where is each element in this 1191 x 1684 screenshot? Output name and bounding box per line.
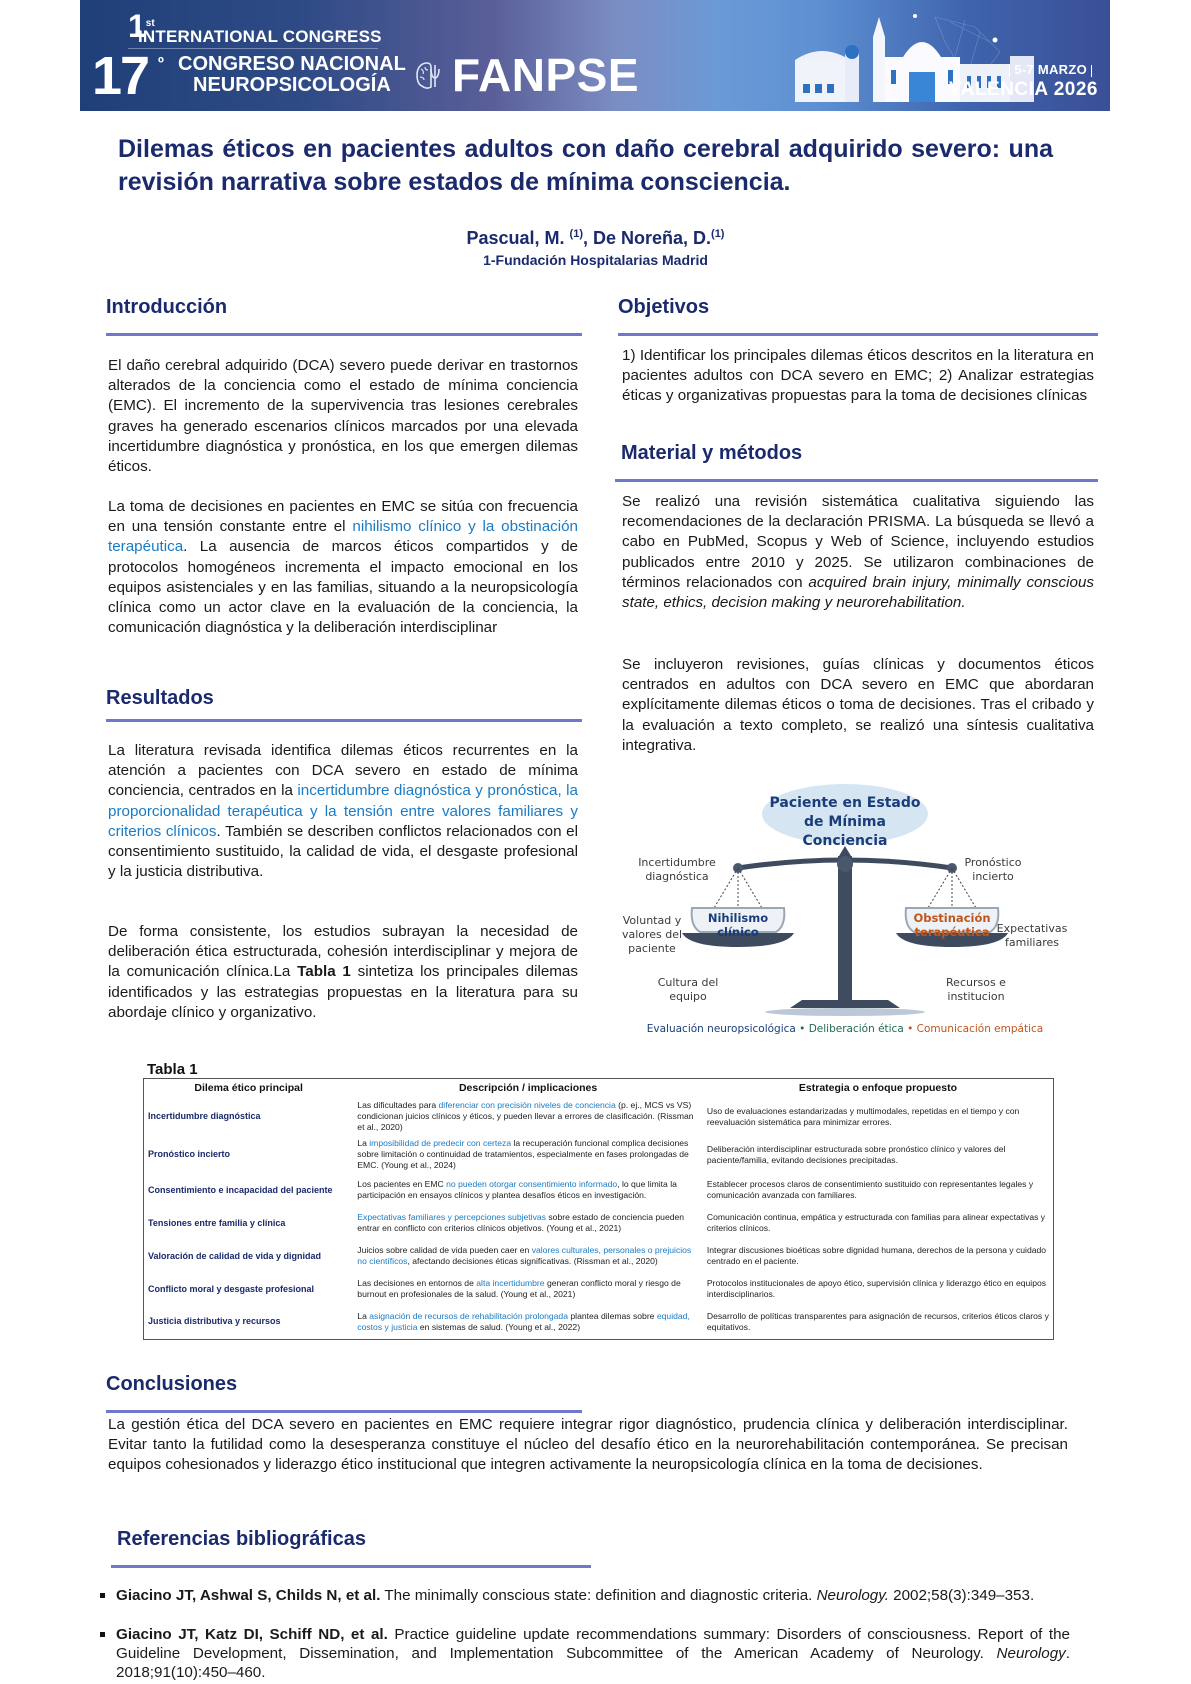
center-label: Paciente en Estado de Mínima Conciencia	[769, 795, 921, 849]
section-rule	[615, 479, 1098, 482]
table-cell-dilema: Valoración de calidad de vida y dignidad	[148, 1250, 322, 1261]
reference-item: Giacino JT, Ashwal S, Childs N, et al. The minimally conscious state: definition and diagnostic criteria. Neurology. 2002;58(3):349–353.	[100, 1586, 1070, 1605]
metodos-paragraph-2: Se incluyeron revisiones, guías clínicas y documentos éticos centrados en adultos con DCA severo en EMC que abordaran explícitamente dilemas éticos o toma de decisiones. Tras el cribado y la evaluación a texto completo, se realizó una síntesis cualitativa integrativa.	[622, 656, 1094, 754]
objetivos-paragraph: 1) Identificar los principales dilemas éticos descritos en la literatura en pacientes adultos con DCA severo en EMC; 2) Analizar estrategias éticas y organizativas propuestas para la toma de decisiones clínicas	[622, 347, 1094, 405]
poster-title: Dilemas éticos en pacientes adultos con daño cerebral adquirido severo: una revisión narrativa sobre estados de mínima consciencia.	[118, 135, 1053, 196]
table-cell-descripcion: Las dificultades para diferenciar con precisión niveles de conciencia (p. ej., MCS vs VS) condicionan juicios clínicos y éticos, y pueden llevar a errores de clasificación. (Rissman et al., 2020)	[357, 1100, 694, 1132]
banner-divider	[128, 48, 378, 49]
banner-edition-number: 17	[92, 46, 149, 106]
table-row	[144, 1098, 1054, 1136]
ethics-balance-figure	[621, 780, 1068, 1045]
table-cell-dilema: Incertidumbre diagnóstica	[148, 1111, 261, 1121]
authors: Pascual, M. $^{(1)}$, De Noreña, D.$^{(1)}$	[466, 228, 725, 248]
table-cell-estrategia: Deliberación interdisciplinar estructurada sobre pronóstico clínico y valores del paciente/familia, evitando decisiones precipitadas.	[706, 1143, 1006, 1165]
resultados-paragraph-1: La literatura revisada identifica dilemas éticos recurrentes en la atención a pacientes con DCA severo en estado de mínima conciencia, centrados en la incertidumbre diagnóstica y pronóstica, la proporcionalidad terapéutica y la tensión entre valores familiares y criterios clínicos. También se describen conflictos relacionados con el consentimiento sustituido, la calidad de vida, el desgaste profesional y la justicia distributiva.	[108, 742, 579, 881]
table-cell-dilema: Pronóstico incierto	[148, 1149, 231, 1159]
label-incertidumbre: Incertidumbre diagnóstica	[638, 856, 716, 883]
label-pronostico: Pronóstico incierto	[964, 856, 1022, 883]
label-expectativas: Expectativas familiares	[996, 922, 1068, 949]
banner-edition-degree: º	[158, 55, 164, 72]
section-rule	[106, 333, 582, 336]
heading-metodos: Material y métodos	[621, 442, 803, 464]
conclusiones-paragraph: La gestión ética del DCA severo en pacientes en EMC requiere integrar rigor diagnóstico, prudencia clínica y deliberación interdisciplinar. Evitar tanto la futilidad como la desesperanza constituye el núcleo del desafío ético en la neurorehabilitación contemporánea. Se precisan equipos cohesionados y liderazgo ético institucional que integren activamente la neuropsicología clínica en la toma de decisiones.	[108, 1416, 1068, 1474]
bullet-icon	[100, 1632, 105, 1637]
table-cell-dilema: Consentimiento e incapacidad del paciente	[148, 1184, 333, 1195]
table-cell-descripcion: Los pacientes en EMC no pueden otorgar consentimiento informado, lo que limita la participación en ensayos clínicos y plantea desafíos éticos en investigación.	[357, 1179, 677, 1200]
banner-org-name: FANPSE	[452, 49, 640, 101]
heading-conclusiones: Conclusiones	[106, 1373, 238, 1395]
table-row	[144, 1306, 1054, 1339]
table-cell-estrategia: Uso de evaluaciones estandarizadas y multimodales, repetidas en el tiempo y con reevaluación sistemática para minimizar errores.	[706, 1105, 1020, 1127]
banner-dates: 5-7 MARZO	[1005, 62, 1096, 77]
dilemmas-table	[143, 1078, 1054, 1340]
table-cell-descripcion: Juicios sobre calidad de vida pueden caer en valores culturales, personales o prejuicios no científicos, afectando decisiones éticas significativas. (Rissman et al., 2020)	[357, 1245, 692, 1266]
banner-international: INTERNATIONAL CONGRESS	[138, 27, 382, 46]
resultados-paragraph-2: De forma consistente, los estudios subrayan la necesidad de deliberación ética estructurada, cohesión interdisciplinar y mejora de la comunicación clínica.La Tabla 1 sintetiza los principales dilemas identificados y las estrategias propuestas en la literatura para su abordaje clínico y organizativo.	[108, 923, 578, 1021]
section-rule	[106, 1410, 582, 1413]
table-header-row	[144, 1079, 1054, 1099]
section-rule	[111, 1565, 591, 1568]
affiliation: 1-Fundación Hospitalarias Madrid	[483, 252, 708, 268]
metodos-paragraph-1: Se realizó una revisión sistemática cualitativa siguiendo las recomendaciones de la declaración PRISMA. La búsqueda se llevó a cabo en PubMed, Scopus y Web of Science, incluyendo estudios publicados entre 2010 y 2025. Se utilizaron combinaciones de términos relacionados con acquired brain injury, minimally conscious state, ethics, decision making y neurorehabilitation.	[622, 493, 1094, 612]
table-row	[144, 1136, 1054, 1174]
table-cell-estrategia: Integrar discusiones bioéticas sobre dignidad humana, derechos de la persona y cuidado centrado en el paciente.	[706, 1245, 1047, 1266]
table-cell-estrategia: Desarrollo de políticas transparentes para asignación de recursos, criterios éticos claros y equitativos.	[706, 1310, 1049, 1332]
table-cell-estrategia: Protocolos institucionales de apoyo ético, supervisión clínica y liderazgo ético en equipos interdisciplinarios.	[706, 1278, 1047, 1299]
section-rule	[106, 719, 582, 722]
figure-caption: Evaluación neuropsicológica • Deliberación ética • Comunicación empática	[646, 1023, 1044, 1035]
table-row	[144, 1207, 1054, 1240]
table-row	[144, 1240, 1054, 1273]
heading-resultados: Resultados	[106, 687, 214, 709]
section-rule	[618, 333, 1098, 336]
table-cell-descripcion: La imposibilidad de predecir con certeza la recuperación funcional complica decisiones sobre limitación o continuidad de tratamientos, especialmente en fases prolongadas de EMC. (Young et al., 2024)	[357, 1138, 689, 1170]
heading-introduccion: Introducción	[106, 296, 228, 318]
banner-congress-name	[178, 54, 406, 96]
highlight-text: incertidumbre diagnóstica y pronóstica, la proporcionalidad terapéutica y la tensión entre valores familiares y criterios clínicos	[108, 782, 578, 840]
bullet-icon	[100, 1593, 105, 1598]
table-title: Tabla 1	[147, 1061, 198, 1078]
right-pan-label: Obstinación terapéutica	[913, 911, 991, 939]
table-cell-descripcion: La asignación de recursos de rehabilitación prolongada plantea dilemas sobre equidad, costos y justicia en sistemas de salud. (Young et al., 2022)	[357, 1310, 690, 1332]
heading-referencias: Referencias bibliográficas	[117, 1528, 366, 1550]
banner-ordinal: 1st	[128, 8, 155, 44]
heading-objetivos: Objetivos	[618, 296, 710, 318]
intro-paragraph-2: La toma de decisiones en pacientes en EMC se sitúa con frecuencia en una tensión constante entre el nihilismo clínico y la obstinación terapéutica. La ausencia de marcos éticos compartidos y de protocolos homogéneos incrementa el impacto emocional en los equipos asistenciales y en las familias, situando a la neuropsicología clínica como un actor clave en la evaluación de la conciencia, la comunicación diagnóstica y la deliberación interdisciplinar	[108, 498, 578, 637]
congress-banner	[80, 0, 1110, 111]
highlight-text: nihilismo clínico y la obstinación terapéutica	[108, 518, 578, 556]
left-pan-label: Nihilismo clínico	[707, 911, 769, 939]
table-cell-estrategia: Comunicación continua, empática y estructurada con familias para alinear expectativas y criterios clínicos.	[706, 1212, 1046, 1233]
scale-pillar	[838, 856, 852, 1006]
table-cell-descripcion: Las decisiones en entornos de alta incertidumbre generan conflicto moral y riesgo de burnout en profesionales de la salud. (Young et al., 2021)	[357, 1278, 681, 1299]
table-cell-dilema: Tensiones entre familia y clínica	[148, 1217, 286, 1228]
banner-congress-line1: CONGRESO NACIONAL	[178, 53, 406, 75]
reference-item: Giacino JT, Katz DI, Schiff ND, et al. Practice guideline update recommendations summary: Disorders of consciousness. Report of the Guideline Development, Dissemination, and Implementation Subcommittee of the American Academy of Neurology. Neurology. 2018;91(10):450–460.	[100, 1625, 1070, 1682]
table-cell-dilema: Conflicto moral y desgaste profesional	[148, 1283, 315, 1294]
table-cell-descripcion: Expectativas familiares y percepciones subjetivas sobre estado de conciencia pueden entrar en conflicto con criterios clínicos objetivos. (Young et al., 2021)	[357, 1212, 685, 1233]
table-cell-dilema: Justicia distributiva y recursos	[148, 1316, 281, 1327]
label-cultura: Cultura del equipo	[657, 976, 719, 1003]
table-row	[144, 1273, 1054, 1306]
table-header: Dilema ético principal	[194, 1082, 303, 1094]
banner-congress-line2: NEUROPSICOLOGÍA	[193, 74, 391, 96]
brain-logo-icon	[413, 59, 447, 91]
intro-paragraph-1: El daño cerebral adquirido (DCA) severo puede derivar en trastornos alterados de la conciencia como el estado de mínima conciencia (EMC). El incremento de la supervivencia tras lesiones cerebrales graves ha generado escenarios clínicos marcados por una elevada incertidumbre diagnóstica y pronóstica, en los que emergen dilemas éticos.	[108, 357, 578, 476]
table-cell-estrategia: Establecer procesos claros de consentimiento sustituido con representantes legales y comunicación avanzada con familiares.	[706, 1179, 1034, 1200]
table-header: Estrategia o enfoque propuesto	[798, 1082, 957, 1094]
table-row	[144, 1174, 1054, 1207]
banner-city: VALENCIA 2026	[948, 79, 1098, 100]
table-header: Descripción / implicaciones	[458, 1082, 598, 1094]
label-voluntad: Voluntad y valores del paciente	[621, 914, 683, 955]
label-recursos: Recursos e institucion	[946, 976, 1006, 1003]
